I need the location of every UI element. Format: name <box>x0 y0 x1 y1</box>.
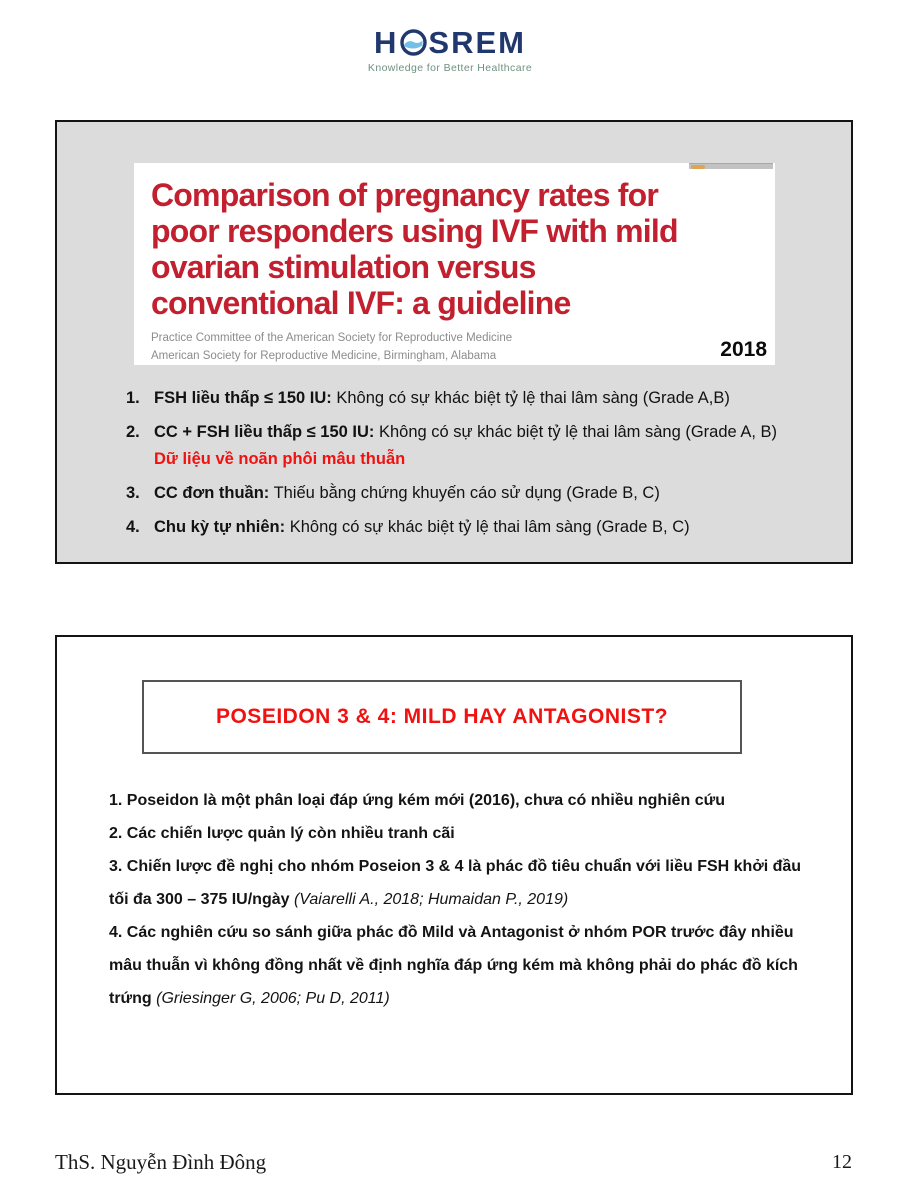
article-byline-line-2: American Society for Reproductive Medicine, Birmingham, Alabama <box>151 350 497 362</box>
article-title-line-4: conventional IVF: a guideline <box>151 285 571 321</box>
logo-letters-srem: SREM <box>428 25 526 60</box>
point-citation: (Griesinger G, 2006; Pu D, 2011) <box>156 990 390 1007</box>
article-byline <box>151 329 512 365</box>
scrollbar-thumb-artifact <box>691 165 705 169</box>
hosrem-logo-word <box>374 27 526 58</box>
list-item-body: Thiếu bằng chứng khuyến cáo sử dụng (Grade B, C) <box>269 484 660 502</box>
article-byline-line-1: Practice Committee of the American Society for Reproductive Medicine <box>151 332 513 344</box>
list-item-text <box>154 388 730 409</box>
globe-wave-icon <box>400 29 427 56</box>
list-item <box>126 422 826 443</box>
list-item <box>126 388 826 409</box>
slide-asrm-guideline <box>55 120 853 564</box>
list-item-text <box>154 483 660 504</box>
list-item-number: 1. <box>126 389 140 407</box>
discussion-point <box>109 916 811 1015</box>
logo-tagline: Knowledge for Better Healthcare <box>367 62 533 74</box>
list-item-text <box>154 517 690 538</box>
point-text: 3. Chiến lược đề nghị cho nhóm Poseion 3 & 4 là phác đồ tiêu chuẩn với liều FSH khởi đầu tối đa 300 – 375 IU/ngày <box>109 858 802 908</box>
list-item-number: 4. <box>126 518 140 536</box>
slide-poseidon-discussion <box>55 635 853 1095</box>
article-title-line-2: poor responders using IVF with mild <box>151 213 678 249</box>
discussion-points <box>109 784 811 1015</box>
discussion-point <box>109 850 811 916</box>
list-item-label: Chu kỳ tự nhiên: <box>154 518 286 536</box>
article-title-line-3: ovarian stimulation versus <box>151 249 536 285</box>
list-item-label: CC + FSH liều thấp ≤ 150 IU: <box>154 423 375 441</box>
list-item-body: Không có sự khác biệt tỷ lệ thai lâm sàng (Grade A, B) <box>374 423 778 441</box>
list-item-number: 3. <box>126 484 140 502</box>
logo-letter-h: H <box>374 25 399 60</box>
list-item-text <box>154 422 777 443</box>
article-title <box>151 177 678 321</box>
point-text: 2. Các chiến lược quản lý còn nhiều tranh cãi <box>109 825 455 842</box>
discussion-point <box>109 817 811 850</box>
list-item-body: Không có sự khác biệt tỷ lệ thai lâm sàng (Grade B, C) <box>285 518 690 536</box>
article-clipping-image <box>134 163 775 365</box>
list-item <box>126 483 826 504</box>
slide-title: POSEIDON 3 & 4: MILD HAY ANTAGONIST? <box>215 705 669 728</box>
hosrem-logo <box>0 27 900 74</box>
publication-year: 2018 <box>720 338 767 361</box>
point-citation: (Vaiarelli A., 2018; Humaidan P., 2019) <box>293 891 569 908</box>
slide-title-box <box>142 680 742 754</box>
discussion-point <box>109 784 811 817</box>
article-title-line-1: Comparison of pregnancy rates for <box>151 177 659 213</box>
scrollbar-artifact <box>689 163 773 169</box>
list-item-body: Không có sự khác biệt tỷ lệ thai lâm sàng (Grade A,B) <box>331 389 730 407</box>
list-item <box>126 517 826 538</box>
point-text: 4. Các nghiên cứu so sánh giữa phác đồ Mild và Antagonist ở nhóm POR trước đây nhiều mâu thuẫn vì không đồng nhất về định nghĩa đáp ứng kém mà không phải do phác đồ kích trứng <box>109 924 798 1007</box>
footer-author: ThS. Nguyễn Đình Đông <box>55 1150 267 1174</box>
point-text: 1. Poseidon là một phân loại đáp ứng kém mới (2016), chưa có nhiều nghiên cứu <box>109 792 726 809</box>
guideline-findings-list <box>126 388 826 551</box>
list-item-number: 2. <box>126 423 140 441</box>
footer-page-number: 12 <box>832 1151 852 1173</box>
list-item-label: CC đơn thuần: <box>154 484 270 502</box>
conflicting-data-note: Dữ liệu về noãn phôi mâu thuẫn <box>154 450 406 468</box>
list-item-label: FSH liều thấp ≤ 150 IU: <box>154 389 332 407</box>
